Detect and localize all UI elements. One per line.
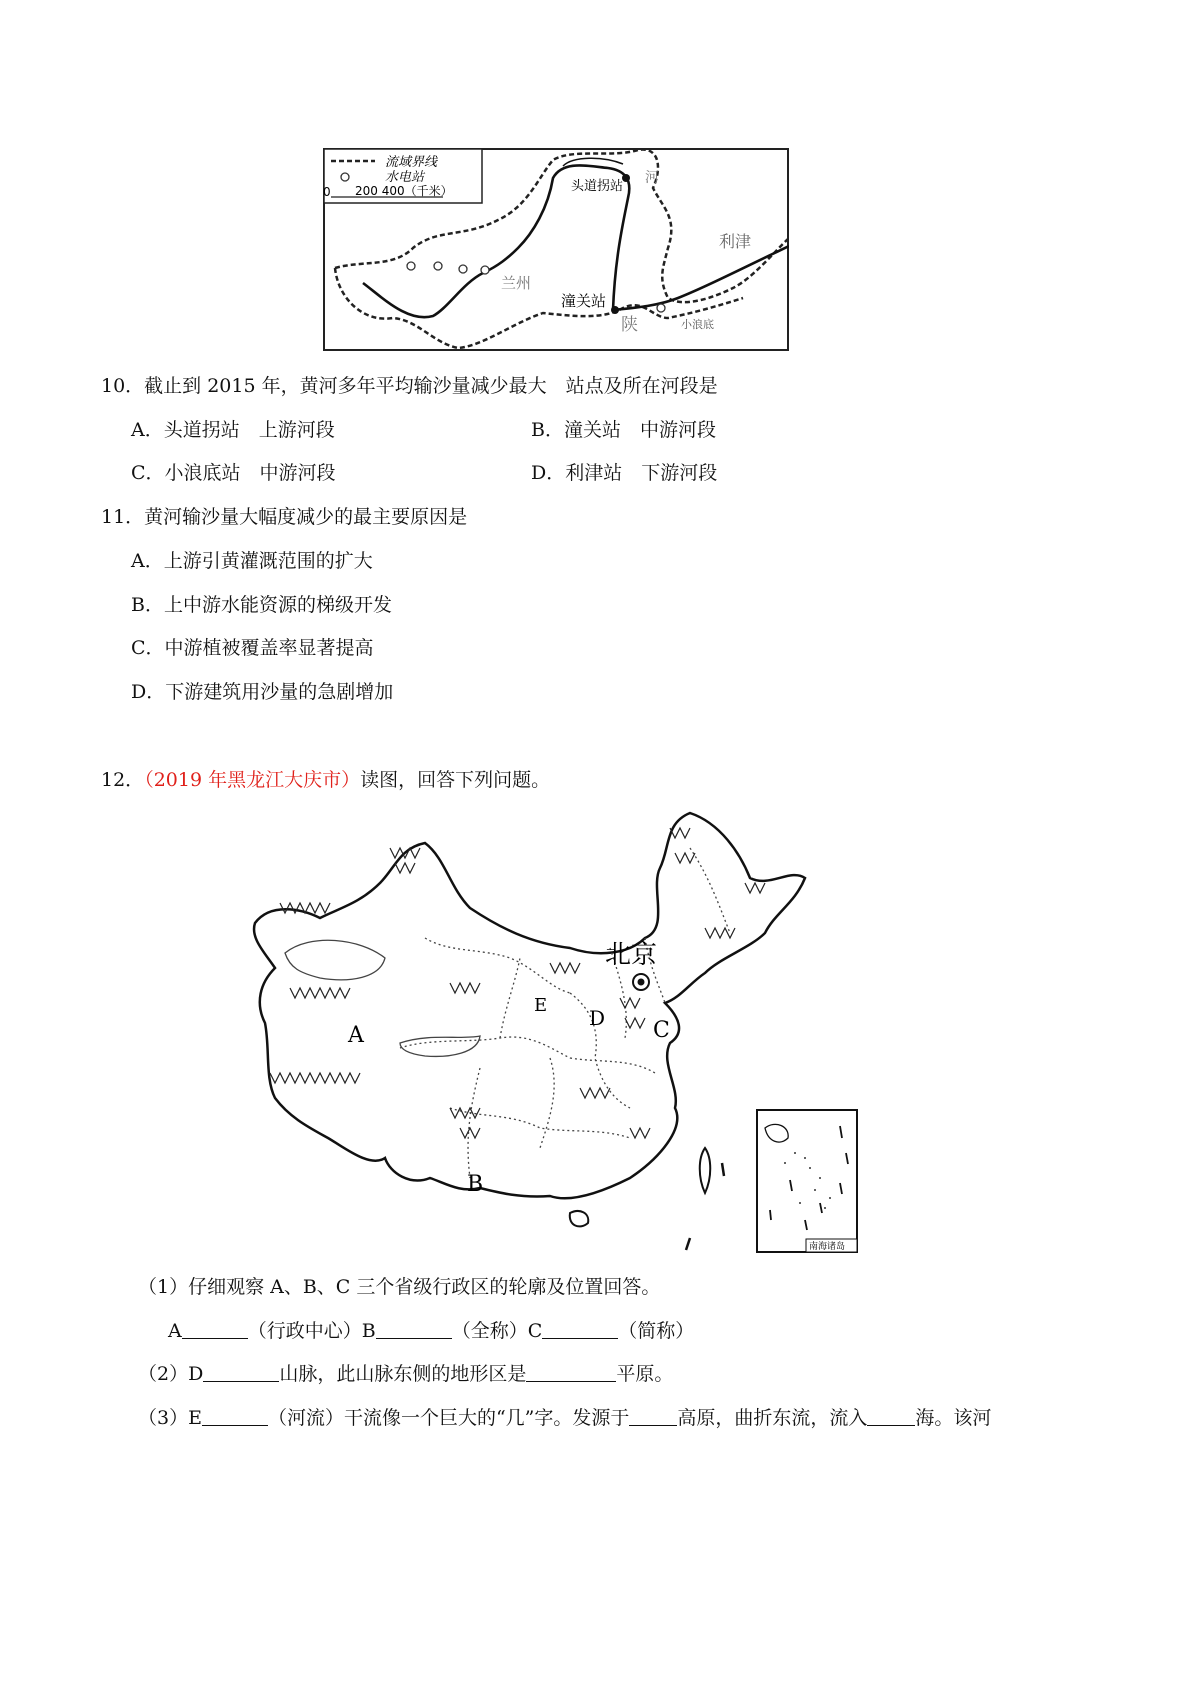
- answer-blank-plateau[interactable]: [629, 1407, 677, 1426]
- inset-label: 南海诸岛: [809, 1242, 846, 1252]
- q12-stem-text: 读图，回答下列问题。: [360, 769, 551, 791]
- q11-option-d: D．下游建筑用沙量的急剧增加: [131, 681, 394, 703]
- q12-sub1-answers: A （行政中心）B （全称）C （简称）: [168, 1320, 695, 1342]
- q11-option-c: C．中游植被覆盖率显著提高: [131, 637, 374, 659]
- label-tongguan: 潼关站: [561, 292, 607, 310]
- hydropower-icon: [481, 266, 489, 274]
- hydropower-icon: [407, 262, 415, 270]
- answer-blank-c[interactable]: [542, 1320, 618, 1339]
- q11-stem: 11．黄河输沙量大幅度减少的最主要原因是: [101, 506, 468, 528]
- answer-blank-a[interactable]: [182, 1320, 248, 1339]
- q12-sub2: （2）D 山脉，此山脉东侧的地形区是 平原。: [138, 1363, 674, 1385]
- q12-sub1: （1）仔细观察 A、B、C 三个省级行政区的轮廓及位置回答。: [138, 1276, 661, 1298]
- q12-sub3: （3）E （河流）干流像一个巨大的“几”字。发源于 高原，曲折东流，流入 海。该河: [138, 1407, 992, 1429]
- label-E: E: [534, 995, 548, 1016]
- china-map: [250, 808, 870, 1258]
- answer-blank-e[interactable]: [202, 1407, 268, 1426]
- label-toudaoguai: 头道拐站: [571, 179, 624, 194]
- label-B: B: [467, 1172, 484, 1197]
- label-henan: 河: [645, 170, 659, 186]
- label-D: D: [589, 1006, 606, 1030]
- q10-option-c: C．小浪底站 中游河段: [131, 462, 336, 484]
- label-lijin: 利津: [719, 232, 752, 251]
- q12-stem: [101, 768, 550, 792]
- label-lanzhou: 兰州: [501, 274, 532, 292]
- answer-blank-sea[interactable]: [867, 1407, 915, 1426]
- answer-blank-plain[interactable]: [526, 1363, 616, 1382]
- yellow-river-map: [323, 148, 789, 351]
- q11-option-a: A．上游引黄灌溉范围的扩大: [131, 550, 373, 572]
- hydropower-icon: [657, 304, 665, 312]
- label-C: C: [653, 1018, 670, 1043]
- label-beijing: 北京: [605, 940, 658, 970]
- q10-stem: 10．截止到 2015 年，黄河多年平均输沙量减少最大 站点及所在河段是: [101, 375, 718, 397]
- q12-source: （2019 年黑龙江大庆市）: [144, 769, 361, 791]
- answer-blank-b[interactable]: [376, 1320, 452, 1339]
- q10-option-d: D．利津站 下游河段: [531, 462, 718, 484]
- label-shaanxi: 陕: [621, 315, 638, 335]
- hydropower-icon: [459, 265, 467, 273]
- legend-scale: 200 400（千米）: [355, 184, 453, 198]
- south-china-sea-inset: [757, 1110, 857, 1252]
- answer-blank-d[interactable]: [203, 1363, 279, 1382]
- q10-option-b: B．潼关站 中游河段: [531, 419, 716, 441]
- label-A: A: [348, 1023, 364, 1048]
- legend-scale-zero: 0: [323, 185, 331, 199]
- legend-basin-boundary: 流域界线: [385, 155, 438, 170]
- hydropower-icon: [434, 262, 442, 270]
- legend-hydropower: 水电站: [385, 170, 425, 185]
- q10-option-a: A．头道拐站 上游河段: [131, 419, 335, 441]
- q12-number: 12．: [101, 769, 145, 791]
- label-xiaolangdi: 小浪底: [681, 318, 714, 331]
- q11-option-b: B．上中游水能资源的梯级开发: [131, 594, 392, 616]
